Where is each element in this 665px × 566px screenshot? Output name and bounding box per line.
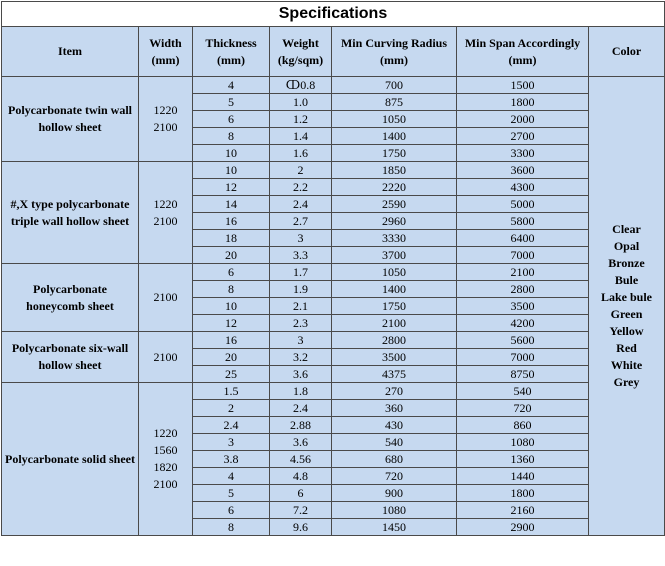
thickness-cell: 10: [193, 298, 270, 315]
min-span-cell: 8750: [457, 366, 589, 383]
thickness-cell: 1.5: [193, 383, 270, 400]
min-curving-radius-cell: 2960: [332, 213, 457, 230]
min-curving-radius-cell: 1750: [332, 298, 457, 315]
min-span-cell: 540: [457, 383, 589, 400]
min-span-cell: 4200: [457, 315, 589, 332]
color-option: Clear: [612, 222, 641, 236]
weight-cell: 3.3: [270, 247, 332, 264]
weight-cell: 3.2: [270, 349, 332, 366]
weight-cell: 2.1: [270, 298, 332, 315]
table-row: [2, 264, 665, 281]
item-name-cell: Polycarbonate twin wall hollow sheet: [2, 77, 139, 162]
table-title: Specifications: [2, 2, 665, 27]
min-curving-radius-cell: 1850: [332, 162, 457, 179]
min-span-cell: 1440: [457, 468, 589, 485]
weight-cell: 1.6: [270, 145, 332, 162]
min-curving-radius-cell: 680: [332, 451, 457, 468]
min-curving-radius-cell: 3330: [332, 230, 457, 247]
color-option: Bronze: [608, 256, 645, 270]
color-option: Bule: [614, 273, 639, 287]
weight-cell: 1.7: [270, 264, 332, 281]
min-curving-radius-cell: 720: [332, 468, 457, 485]
thickness-cell: 2.4: [193, 417, 270, 434]
min-span-cell: 3600: [457, 162, 589, 179]
min-curving-radius-cell: 2590: [332, 196, 457, 213]
thickness-cell: 14: [193, 196, 270, 213]
weight-cell: 2.4: [270, 196, 332, 213]
min-span-cell: 3500: [457, 298, 589, 315]
specifications-table: [1, 1, 665, 536]
thickness-cell: 6: [193, 111, 270, 128]
weight-cell: 2.88: [270, 417, 332, 434]
min-curving-radius-cell: 900: [332, 485, 457, 502]
weight-cell: 9.6: [270, 519, 332, 536]
thickness-cell: 3: [193, 434, 270, 451]
weight-cell: 3.6: [270, 366, 332, 383]
min-curving-radius-cell: 1080: [332, 502, 457, 519]
weight-cell: 3.6: [270, 434, 332, 451]
thickness-cell: 16: [193, 213, 270, 230]
min-span-cell: 1360: [457, 451, 589, 468]
color-option: Red: [616, 341, 637, 355]
min-curving-radius-cell: 360: [332, 400, 457, 417]
weight-cell: 6: [270, 485, 332, 502]
header-min-curving-radius: Min Curving Radius (mm): [332, 27, 457, 77]
min-span-cell: 2160: [457, 502, 589, 519]
weight-cell: ↀ0.8: [270, 77, 332, 94]
width-cell: 2100: [139, 332, 193, 383]
min-span-cell: 1500: [457, 77, 589, 94]
weight-cell: 2: [270, 162, 332, 179]
table-row: [2, 383, 665, 400]
min-curving-radius-cell: 2100: [332, 315, 457, 332]
min-curving-radius-cell: 540: [332, 434, 457, 451]
min-curving-radius-cell: 270: [332, 383, 457, 400]
header-weight: Weight (kg/sqm): [270, 27, 332, 77]
color-option: Lake bule: [600, 290, 652, 304]
color-option: White: [610, 358, 643, 372]
min-curving-radius-cell: 3700: [332, 247, 457, 264]
item-name-cell: Polycarbonate six-wall hollow sheet: [2, 332, 139, 383]
min-span-cell: 860: [457, 417, 589, 434]
weight-cell: 2.7: [270, 213, 332, 230]
min-curving-radius-cell: 1750: [332, 145, 457, 162]
color-option: Yellow: [609, 324, 644, 338]
thickness-cell: 8: [193, 519, 270, 536]
weight-cell: 1.2: [270, 111, 332, 128]
thickness-cell: 6: [193, 264, 270, 281]
width-cell: 1220 1560 1820 2100: [139, 383, 193, 536]
min-span-cell: 7000: [457, 247, 589, 264]
header-row: [2, 27, 665, 77]
header-thickness: Thickness (mm): [193, 27, 270, 77]
weight-cell: 1.8: [270, 383, 332, 400]
weight-cell: 4.8: [270, 468, 332, 485]
min-span-cell: 2100: [457, 264, 589, 281]
weight-cell: 2.4: [270, 400, 332, 417]
thickness-cell: 6: [193, 502, 270, 519]
min-curving-radius-cell: 1050: [332, 111, 457, 128]
thickness-cell: 5: [193, 485, 270, 502]
weight-cell: 1.0: [270, 94, 332, 111]
item-name-cell: #,X type polycarbonate triple wall hollow sheet: [2, 162, 139, 264]
weight-cell: 3: [270, 332, 332, 349]
weight-cell: 4.56: [270, 451, 332, 468]
thickness-cell: 3.8: [193, 451, 270, 468]
min-curving-radius-cell: 2800: [332, 332, 457, 349]
thickness-cell: 8: [193, 128, 270, 145]
min-span-cell: 1800: [457, 485, 589, 502]
min-curving-radius-cell: 2220: [332, 179, 457, 196]
weight-cell: 2.3: [270, 315, 332, 332]
min-span-cell: 1800: [457, 94, 589, 111]
weight-cell: 2.2: [270, 179, 332, 196]
min-span-cell: 1080: [457, 434, 589, 451]
min-span-cell: 2900: [457, 519, 589, 536]
thickness-cell: 8: [193, 281, 270, 298]
min-span-cell: 2700: [457, 128, 589, 145]
header-min-span: Min Span Accordingly (mm): [457, 27, 589, 77]
thickness-cell: 10: [193, 145, 270, 162]
thickness-cell: 4: [193, 468, 270, 485]
min-curving-radius-cell: 4375: [332, 366, 457, 383]
min-span-cell: 2000: [457, 111, 589, 128]
thickness-cell: 18: [193, 230, 270, 247]
weight-cell: 1.9: [270, 281, 332, 298]
width-cell: 1220 2100: [139, 162, 193, 264]
min-span-cell: 5800: [457, 213, 589, 230]
min-curving-radius-cell: 1400: [332, 281, 457, 298]
min-curving-radius-cell: 1450: [332, 519, 457, 536]
width-cell: 1220 2100: [139, 77, 193, 162]
header-width: Width (mm): [139, 27, 193, 77]
thickness-cell: 16: [193, 332, 270, 349]
table-body: [2, 77, 665, 536]
min-span-cell: 720: [457, 400, 589, 417]
min-curving-radius-cell: 3500: [332, 349, 457, 366]
color-option: Opal: [613, 239, 640, 253]
thickness-cell: 20: [193, 247, 270, 264]
item-name-cell: Polycarbonate solid sheet: [2, 383, 139, 536]
min-span-cell: 6400: [457, 230, 589, 247]
spec-table-container: [1, 1, 665, 536]
min-span-cell: 7000: [457, 349, 589, 366]
table-row: [2, 332, 665, 349]
thickness-cell: 2: [193, 400, 270, 417]
min-span-cell: 4300: [457, 179, 589, 196]
thickness-cell: 12: [193, 315, 270, 332]
thickness-cell: 5: [193, 94, 270, 111]
weight-cell: 3: [270, 230, 332, 247]
color-list-cell: [589, 77, 665, 536]
table-row: [2, 162, 665, 179]
min-curving-radius-cell: 1050: [332, 264, 457, 281]
min-curving-radius-cell: 700: [332, 77, 457, 94]
min-span-cell: 5600: [457, 332, 589, 349]
header-item: Item: [2, 27, 139, 77]
table-row: [2, 77, 665, 94]
min-curving-radius-cell: 1400: [332, 128, 457, 145]
thickness-cell: 25: [193, 366, 270, 383]
thickness-cell: 12: [193, 179, 270, 196]
width-cell: 2100: [139, 264, 193, 332]
min-curving-radius-cell: 875: [332, 94, 457, 111]
thickness-cell: 10: [193, 162, 270, 179]
min-span-cell: 5000: [457, 196, 589, 213]
min-curving-radius-cell: 430: [332, 417, 457, 434]
item-name-cell: Polycarbonate honeycomb sheet: [2, 264, 139, 332]
color-option: Green: [610, 307, 643, 321]
thickness-cell: 20: [193, 349, 270, 366]
color-option: Grey: [613, 375, 640, 389]
min-span-cell: 2800: [457, 281, 589, 298]
weight-cell: 1.4: [270, 128, 332, 145]
header-color: Color: [589, 27, 665, 77]
thickness-cell: 4: [193, 77, 270, 94]
weight-cell: 7.2: [270, 502, 332, 519]
min-span-cell: 3300: [457, 145, 589, 162]
